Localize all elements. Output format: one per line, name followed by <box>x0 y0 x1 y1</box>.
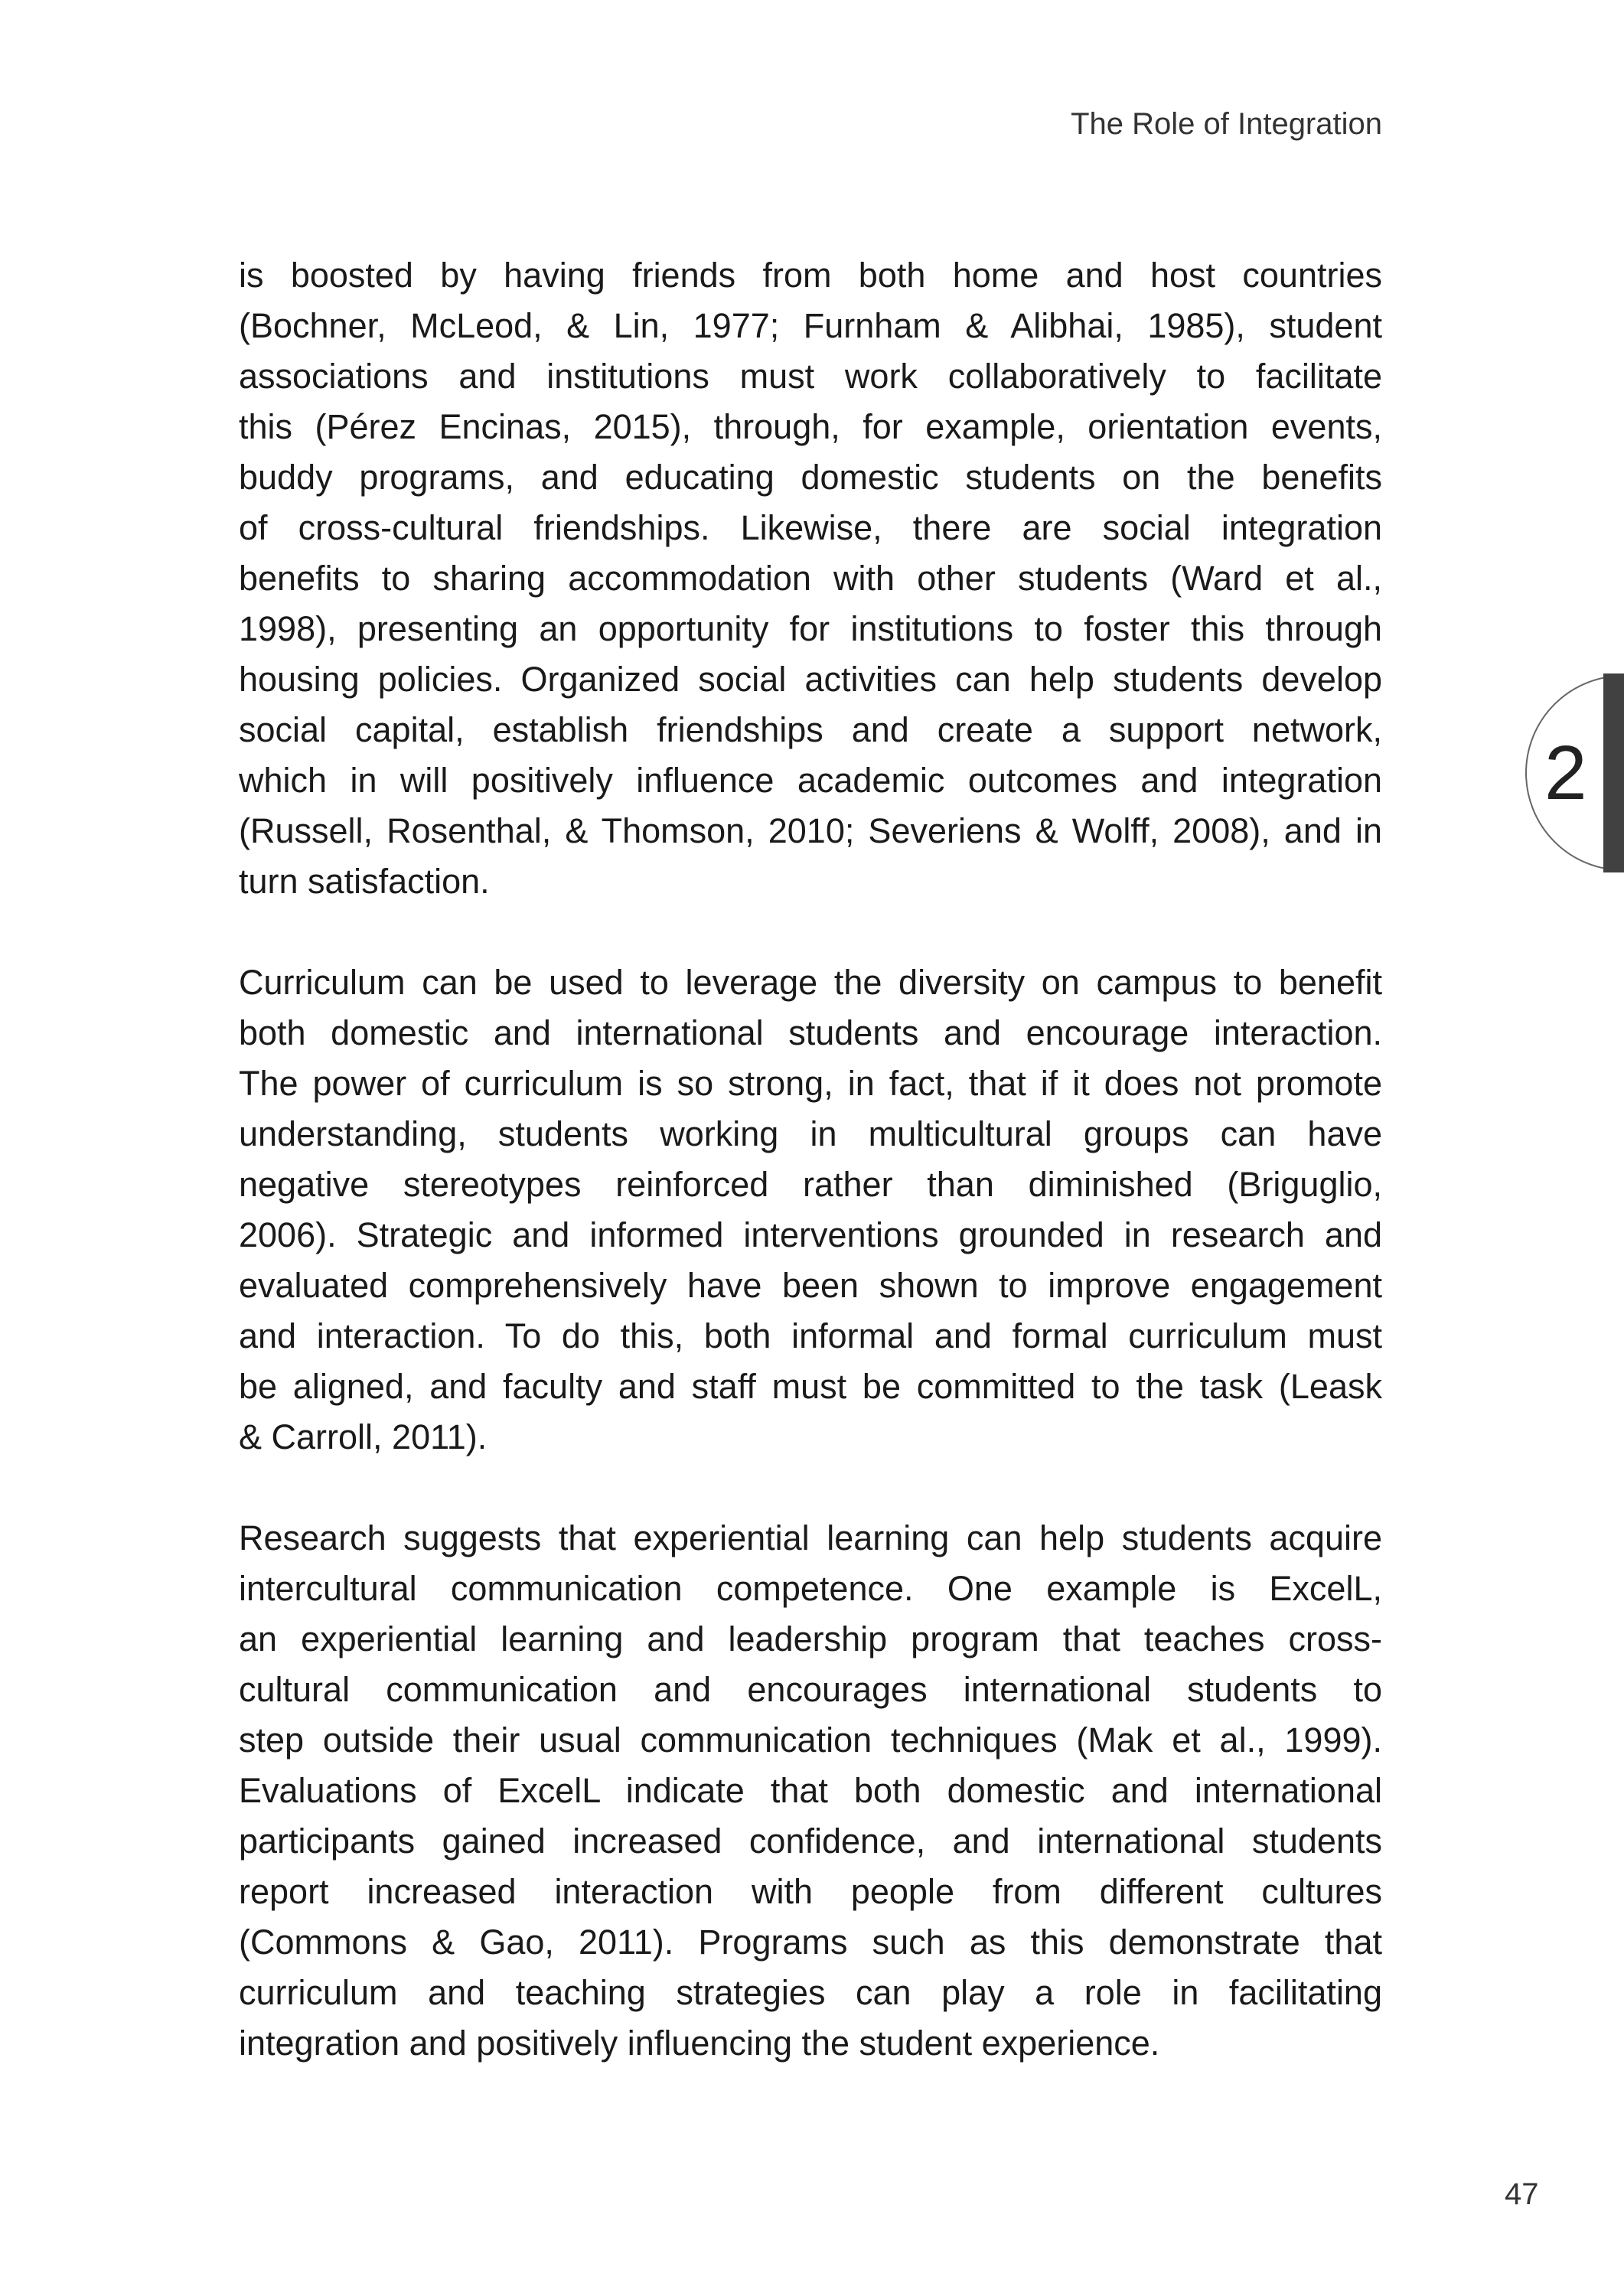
text-line: and interaction. To do this, both informal and formal curriculum must <box>239 1316 1382 1355</box>
page-number: 47 <box>1505 2177 1539 2211</box>
text-line: The power of curriculum is so strong, in fact, that if it does not promote <box>239 1064 1382 1103</box>
text-line: Evaluations of ExcelL indicate that both domestic and international <box>239 1771 1382 1810</box>
text-line: which in will positively influence academic outcomes and integration <box>239 761 1382 800</box>
text-line: is boosted by having friends from both home and host countries <box>239 256 1382 295</box>
text-line: Curriculum can be used to leverage the diversity on campus to benefit <box>239 963 1382 1002</box>
text-line: 2006). Strategic and informed interventions grounded in research and <box>239 1215 1382 1254</box>
text-line: report increased interaction with people from different cultures <box>239 1872 1382 1911</box>
text-line: buddy programs, and educating domestic students on the benefits <box>239 458 1382 497</box>
text-line: negative stereotypes reinforced rather than diminished (Briguglio, <box>239 1165 1382 1204</box>
text-line: (Bochner, McLeod, & Lin, 1977; Furnham & Alibhai, 1985), student <box>239 306 1382 345</box>
text-line: of cross-cultural friendships. Likewise, there are social integration <box>239 508 1382 547</box>
body-text <box>239 250 1382 2119</box>
text-line: step outside their usual communication techniques (Mak et al., 1999). <box>239 1720 1382 1760</box>
chapter-number: 2 <box>1544 730 1587 816</box>
text-line: understanding, students working in multicultural groups can have <box>239 1114 1382 1153</box>
text-line: an experiential learning and leadership program that teaches cross- <box>239 1619 1382 1658</box>
text-line: (Russell, Rosenthal, & Thomson, 2010; Severiens & Wolff, 2008), and in <box>239 811 1382 850</box>
chapter-tab-bar <box>1603 673 1624 872</box>
paragraph <box>239 957 1382 1463</box>
text-line: integration and positively influencing the student experience. <box>239 2024 1160 2063</box>
text-line: & Carroll, 2011). <box>239 1417 488 1456</box>
text-line: this (Pérez Encinas, 2015), through, for example, orientation events, <box>239 407 1382 446</box>
text-line: social capital, establish friendships and create a support network, <box>239 710 1382 749</box>
text-line: be aligned, and faculty and staff must be committed to the task (Leask <box>239 1367 1382 1406</box>
text-line: associations and institutions must work collaboratively to facilitate <box>239 357 1382 396</box>
text-line: evaluated comprehensively have been shown to improve engagement <box>239 1266 1382 1305</box>
text-line: (Commons & Gao, 2011). Programs such as this demonstrate that <box>239 1923 1382 1962</box>
text-line: curriculum and teaching strategies can play a role in facilitating <box>239 1973 1382 2012</box>
text-line: housing policies. Organized social activities can help students develop <box>239 660 1382 699</box>
text-line: benefits to sharing accommodation with other students (Ward et al., <box>239 559 1382 598</box>
text-line: cultural communication and encourages international students to <box>239 1670 1382 1709</box>
paragraph <box>239 1513 1382 2069</box>
text-line: intercultural communication competence. One example is ExcelL, <box>239 1569 1382 1608</box>
text-line: turn satisfaction. <box>239 862 490 901</box>
text-line: 1998), presenting an opportunity for institutions to foster this through <box>239 609 1382 648</box>
text-line: Research suggests that experiential learning can help students acquire <box>239 1518 1382 1557</box>
text-line: participants gained increased confidence, and international students <box>239 1821 1382 1861</box>
paragraph <box>239 250 1382 907</box>
running-header: The Role of Integration <box>1071 107 1382 141</box>
text-line: both domestic and international students and encourage interaction. <box>239 1013 1382 1052</box>
